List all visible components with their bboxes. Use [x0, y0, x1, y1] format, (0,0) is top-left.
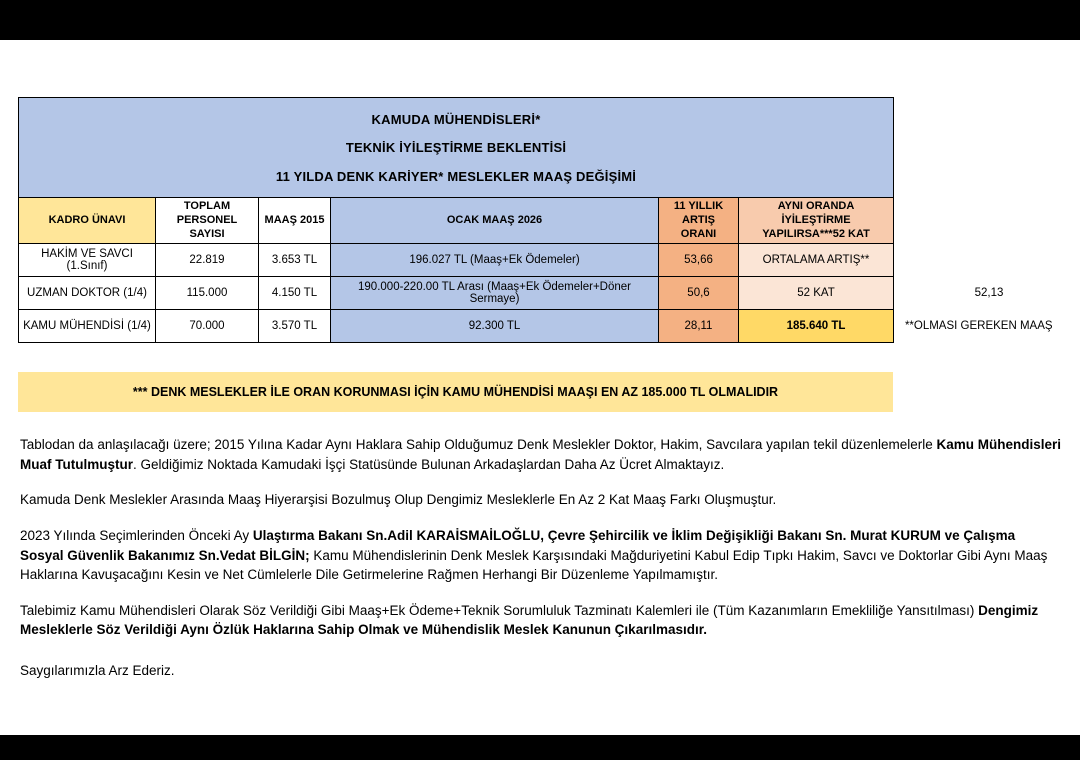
table-header-row [19, 198, 1064, 244]
table-row-hakim-savci [19, 244, 1064, 277]
cell-olmasi-gereken-maas: 185.640 TL [739, 310, 894, 343]
cell-personel: 22.819 [156, 244, 259, 277]
cell-kadro: KAMU MÜHENDİSİ (1/4) [19, 310, 156, 343]
side-note-empty [894, 98, 1064, 198]
table-title-line-3: 11 YILDA DENK KARİYER* MESLEKLER MAAŞ DEĞİŞİMİ [275, 168, 637, 184]
header-maas-2015: MAAŞ 2015 [259, 198, 331, 244]
cell-ayni-oranda: ORTALAMA ARTIŞ** [739, 244, 894, 277]
cell-personel: 70.000 [156, 310, 259, 343]
header-artis-orani: 11 YILLIK ARTIŞ ORANI [659, 198, 739, 244]
cell-kadro: HAKİM VE SAVCI (1.Sınıf) [19, 244, 156, 277]
paragraph-4: Talebimiz Kamu Mühendisleri Olarak Söz Verildiği Gibi Maaş+Ek Ödeme+Teknik Sorumluluk Tazminatı Kalemleri ile (Tüm Kazanımların Emekliliğe Yansıtılması) Dengimiz Mesleklerle Söz Verildiği Aynı Özlük Haklarına Sahip Olmak ve Mühendislik Meslek Kanunun Çıkarılmasıdır. [20, 602, 1039, 638]
cell-artis-orani: 50,6 [659, 277, 739, 310]
bottom-black-bar [0, 735, 1080, 760]
table-title-row [19, 98, 1064, 198]
header-toplam-personel: TOPLAM PERSONEL SAYISI [156, 198, 259, 244]
cell-maas-2015: 4.150 TL [259, 277, 331, 310]
paragraph-1: Tablodan da anlaşılacağı üzere; 2015 Yılına Kadar Aynı Haklara Sahip Olduğumuz Denk Meslekler Doktor, Hakim, Savcılara yapılan tekil düzenlemelerle Kamu Mühendisleri Muaf Tutulmuştur. Geldiğimiz Noktada Kamudaki İşçi Statüsünde Bulunan Arkadaşlardan Daha Az Ücret Almaktayız. [20, 437, 1062, 472]
cell-ayni-oranda: 52 KAT [739, 277, 894, 310]
header-ayni-oranda: AYNI ORANDA İYİLEŞTİRME YAPILIRSA***52 KAT [739, 198, 894, 244]
side-note: 52,13 [974, 287, 1004, 300]
cell-ocak-2026: 196.027 TL (Maaş+Ek Ödemeler) [331, 244, 659, 277]
side-note: **OLMASI GEREKEN MAAŞ [904, 320, 1053, 333]
cell-artis-orani: 28,11 [659, 310, 739, 343]
cell-personel: 115.000 [156, 277, 259, 310]
document-content [18, 97, 1068, 696]
body-text [18, 435, 1062, 680]
cell-ocak-2026: 92.300 TL [331, 310, 659, 343]
header-ocak-maas-2026: OCAK MAAŞ 2026 [331, 198, 659, 244]
cell-kadro: UZMAN DOKTOR (1/4) [19, 277, 156, 310]
paragraph-3: 2023 Yılında Seçimlerinden Önceki Ay Ulaştırma Bakanı Sn.Adil KARAİSMAİLOĞLU, Çevre Şehircilik ve İklim Değişikliği Bakanı Sn. Murat KURUM ve Çalışma Sosyal Güvenlik Bakanımız Sn.Vedat BİLGİN; Kamu Mühendislerinin Denk Meslek Karşısındaki Mağduriyetini Kabul Edip Tıpkı Hakim, Savcı ve Doktorlar Gibi Aynı Maaş Haklarına Kavuşacağını Kesin ve Net Cümlelerle Dile Getirmelerine Rağmen Herhangi Bir Düzenleme Yapılmamıştır. [20, 527, 1048, 583]
cell-maas-2015: 3.570 TL [259, 310, 331, 343]
table-row-uzman-doktor [19, 277, 1064, 310]
side-note-empty [894, 198, 1064, 244]
paragraph-2: Kamuda Denk Meslekler Arasında Maaş Hiyerarşisi Bozulmuş Olup Dengimiz Mesleklerle En Az 2 Kat Maaş Farkı Oluşmuştur. [20, 492, 777, 508]
paragraph-closing: Saygılarımızla Arz Ederiz. [20, 662, 175, 678]
header-kadro-unvani: KADRO ÜNAVI [19, 198, 156, 244]
salary-table [18, 97, 1064, 343]
cell-ocak-2026: 190.000-220.00 TL Arası (Maaş+Ek Ödemeler+Döner Sermaye) [331, 277, 659, 310]
table-title-cell [19, 98, 894, 198]
side-note [894, 244, 1064, 277]
minimum-salary-banner: *** DENK MESLEKLER İLE ORAN KORUNMASI İÇİN KAMU MÜHENDİSİ MAAŞI EN AZ 185.000 TL OLMALIDIR [18, 372, 893, 412]
cell-artis-orani: 53,66 [659, 244, 739, 277]
top-black-bar [0, 0, 1080, 40]
table-title-line-2: TEKNİK İYİLEŞTİRME BEKLENTİSİ [345, 140, 567, 155]
table-title-line-1: KAMUDA MÜHENDİSLERİ* [371, 111, 541, 127]
table-row-kamu-muhendisi [19, 310, 1064, 343]
cell-maas-2015: 3.653 TL [259, 244, 331, 277]
